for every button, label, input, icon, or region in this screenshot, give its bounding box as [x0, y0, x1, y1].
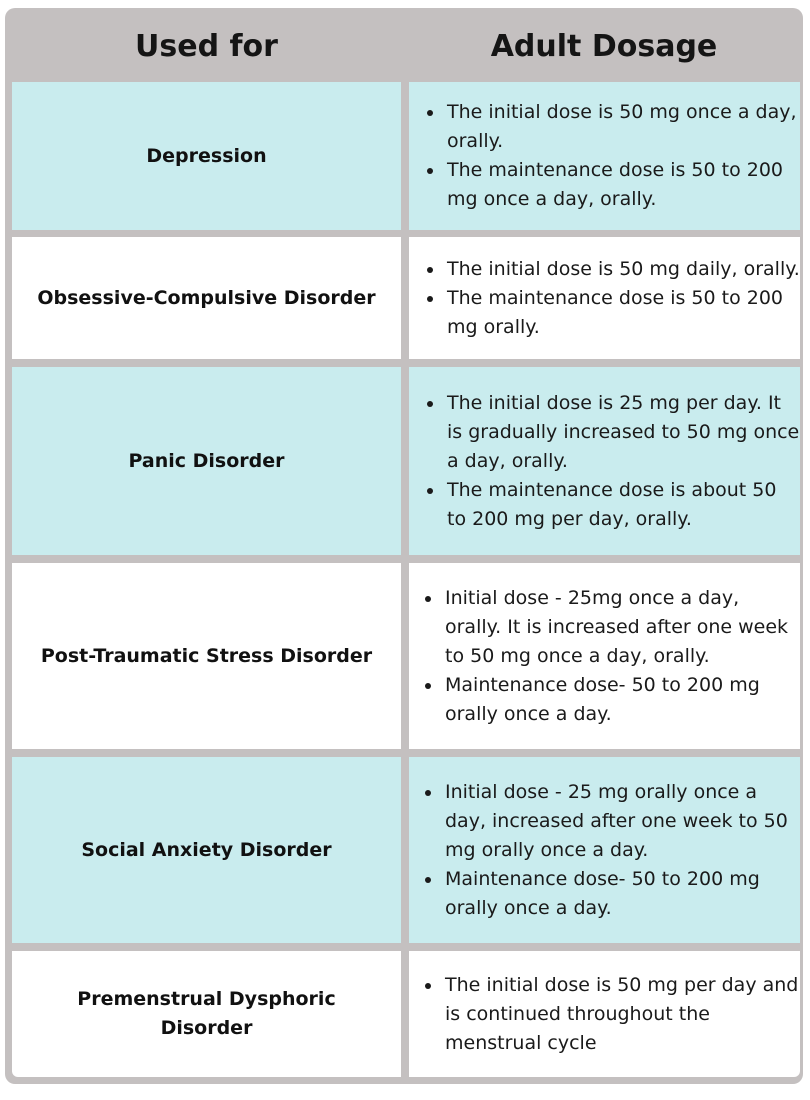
condition-cell	[12, 82, 401, 230]
dosage-item: The maintenance dose is about 50 to 200 mg per day, orally.	[447, 476, 800, 534]
condition-label: Premenstrual Dysphoric Disorder	[77, 988, 336, 1039]
condition-label: Obsessive-Compulsive Disorder	[37, 286, 376, 309]
dosage-item: The initial dose is 50 mg once a day, orally.	[447, 98, 800, 156]
dosage-item: The maintenance dose is 50 to 200 mg once a day, orally.	[447, 156, 800, 214]
dosage-item: The initial dose is 50 mg daily, orally.	[447, 255, 800, 284]
dosage-item: Maintenance dose- 50 to 200 mg orally once a day.	[445, 865, 800, 923]
dosage-list	[409, 255, 800, 342]
dosage-cell	[409, 757, 800, 943]
condition-label: Depression	[146, 144, 267, 167]
dosage-cell	[409, 237, 800, 359]
dosage-list	[409, 778, 800, 923]
dosage-item: Initial dose - 25 mg orally once a day, increased after one week to 50 mg orally once a day.	[445, 778, 800, 865]
condition-label: Social Anxiety Disorder	[81, 838, 332, 861]
condition-cell	[12, 563, 401, 749]
condition-cell	[12, 367, 401, 555]
dosage-item: The initial dose is 25 mg per day. It is gradually increased to 50 mg once a day, orally.	[447, 389, 800, 476]
dosage-cell	[409, 82, 800, 230]
dosage-list	[409, 98, 800, 214]
condition-cell	[12, 951, 401, 1077]
dosage-list	[409, 971, 800, 1058]
condition-cell	[12, 237, 401, 359]
dosage-cell	[409, 563, 800, 749]
dosage-item: The maintenance dose is 50 to 200 mg orally.	[447, 284, 800, 342]
column-header-adult-dosage: Adult Dosage	[490, 28, 718, 64]
dosage-item: The initial dose is 50 mg per day and is continued throughout the menstrual cycle	[445, 971, 800, 1058]
dosage-cell	[409, 367, 800, 555]
condition-label: Panic Disorder	[128, 449, 285, 472]
dosage-list	[409, 584, 800, 729]
dosage-item: Maintenance dose- 50 to 200 mg orally once a day.	[445, 671, 800, 729]
column-header-used-for: Used for	[135, 28, 278, 64]
condition-cell	[12, 757, 401, 943]
dosage-cell	[409, 951, 800, 1077]
dosage-list	[409, 389, 800, 534]
dosage-item: Initial dose - 25mg once a day, orally. It is increased after one week to 50 mg once a day, orally.	[445, 584, 800, 671]
condition-label: Post-Traumatic Stress Disorder	[40, 644, 373, 667]
